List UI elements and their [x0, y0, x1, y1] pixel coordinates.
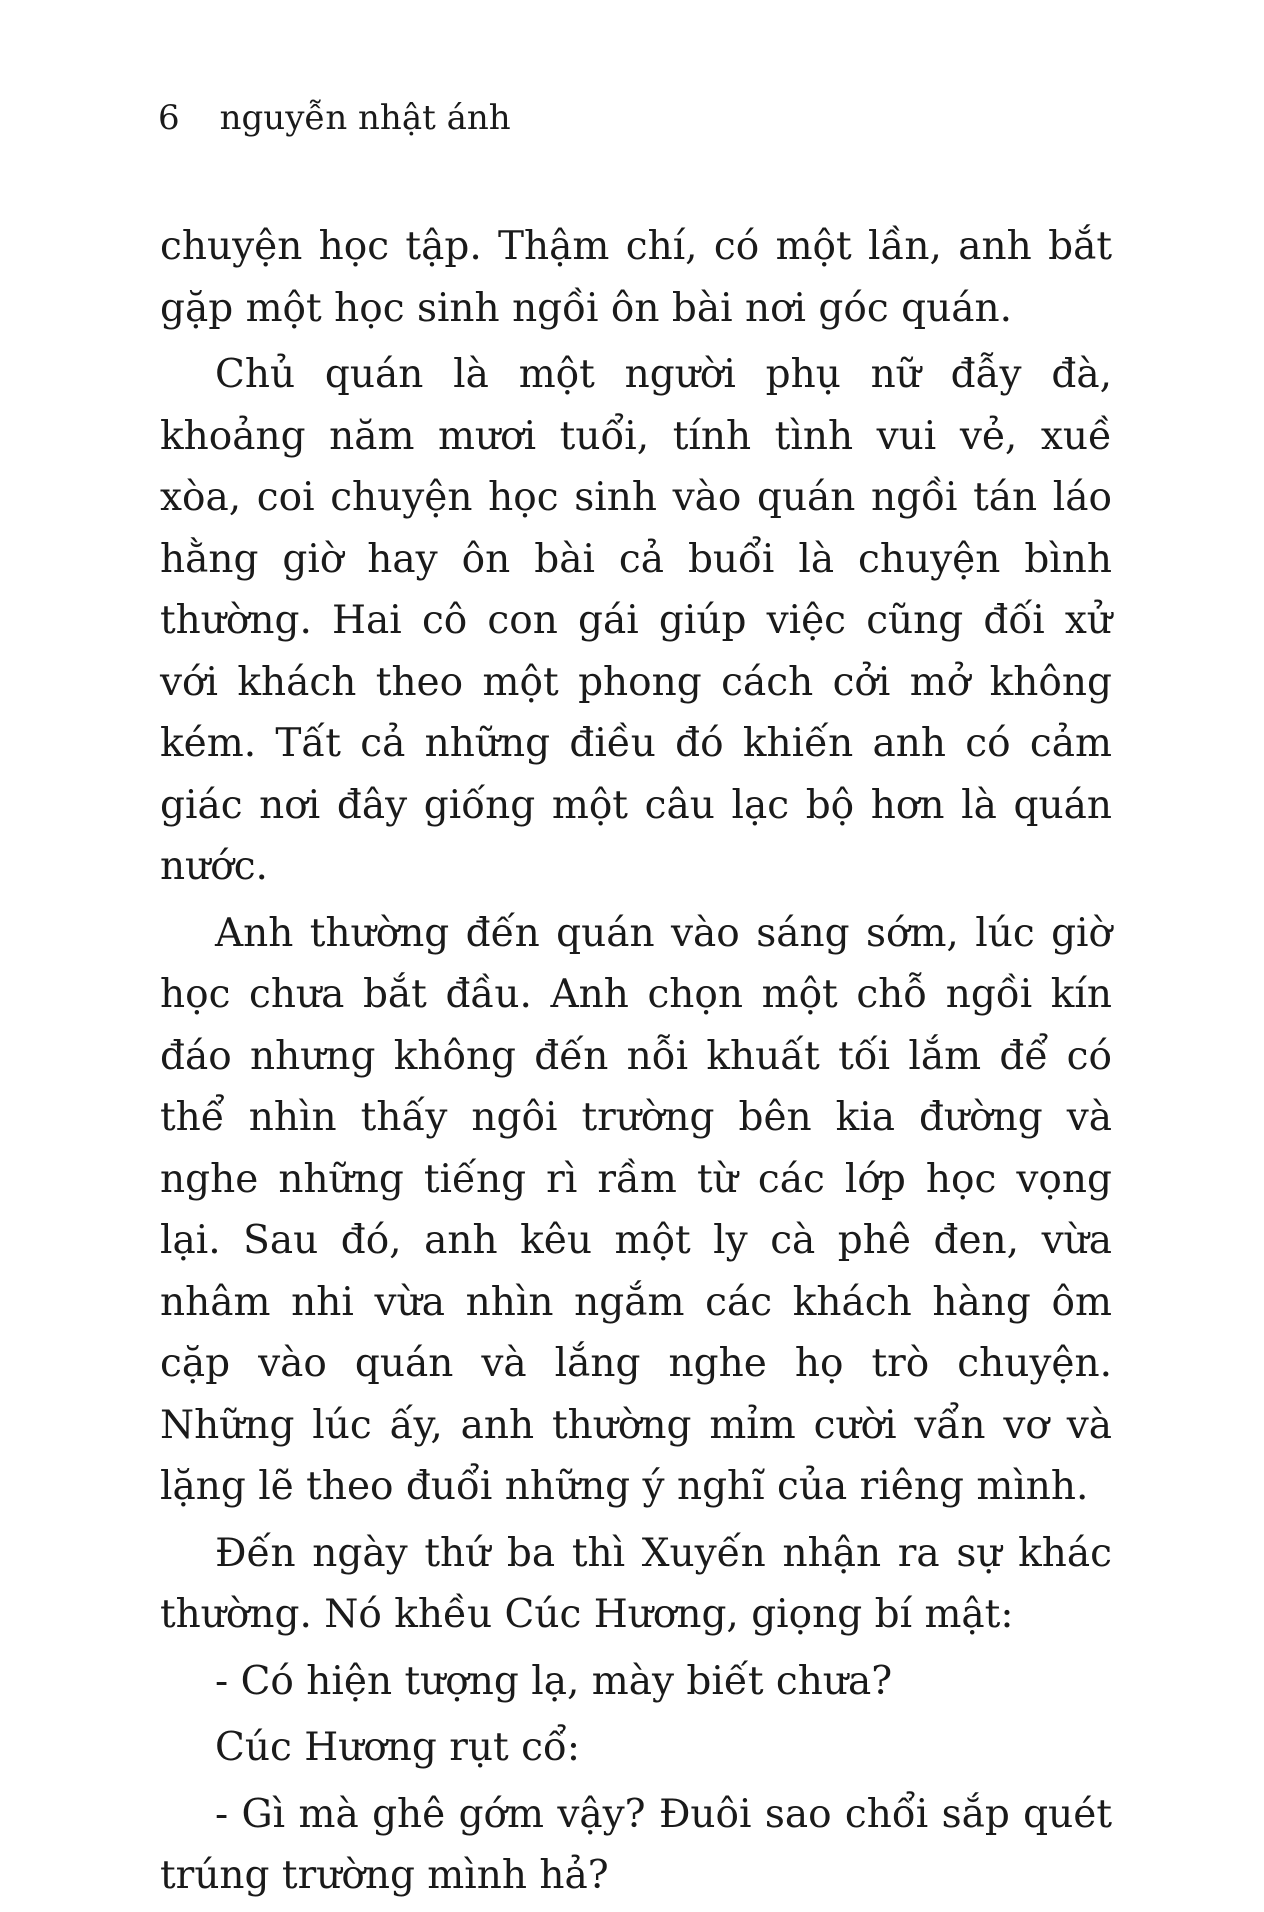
running-header	[158, 98, 511, 138]
dialogue-line: - Có hiện tượng lạ, mày biết chưa?	[215, 1658, 893, 1704]
dialogue-line: - Gì mà ghê gớm vậy? Đuôi sao chổi sắp quét trúng trường mình hả?	[160, 1791, 1112, 1898]
paragraph: Đến ngày thứ ba thì Xuyến nhận ra sự khác thường. Nó khều Cúc Hương, giọng bí mật:	[160, 1530, 1112, 1637]
paragraph: Chủ quán là một người phụ nữ đẫy đà, khoảng năm mươi tuổi, tính tình vui vẻ, xuề xòa, coi chuyện học sinh vào quán ngồi tán láo hằng giờ hay ôn bài cả buổi là chuyện bình thường. Hai cô con gái giúp việc cũng đối xử với khách theo một phong cách cởi mở không kém. Tất cả những điều đó khiến anh có cảm giác nơi đây giống một câu lạc bộ hơn là quán nước.	[160, 352, 1112, 889]
paragraph: Anh thường đến quán vào sáng sớm, lúc giờ học chưa bắt đầu. Anh chọn một chỗ ngồi kín đáo nhưng không đến nỗi khuất tối lắm để có thể nhìn thấy ngôi trường bên kia đường và nghe những tiếng rì rầm từ các lớp học vọng lại. Sau đó, anh kêu một ly cà phê đen, vừa nhâm nhi vừa nhìn ngắm các khách hàng ôm cặp vào quán và lắng nghe họ trò chuyện. Những lúc ấy, anh thường mỉm cười vẩn vơ và lặng lẽ theo đuổi những ý nghĩ của riêng mình.	[160, 910, 1112, 1509]
body-text	[160, 216, 1112, 1912]
page-number: 6	[158, 98, 180, 138]
paragraph: chuyện học tập. Thậm chí, có một lần, anh bắt gặp một học sinh ngồi ôn bài nơi góc quán.	[160, 224, 1112, 331]
paragraph: Cúc Hương rụt cổ:	[215, 1725, 580, 1770]
author-name: nguyễn nhật ánh	[219, 98, 511, 138]
